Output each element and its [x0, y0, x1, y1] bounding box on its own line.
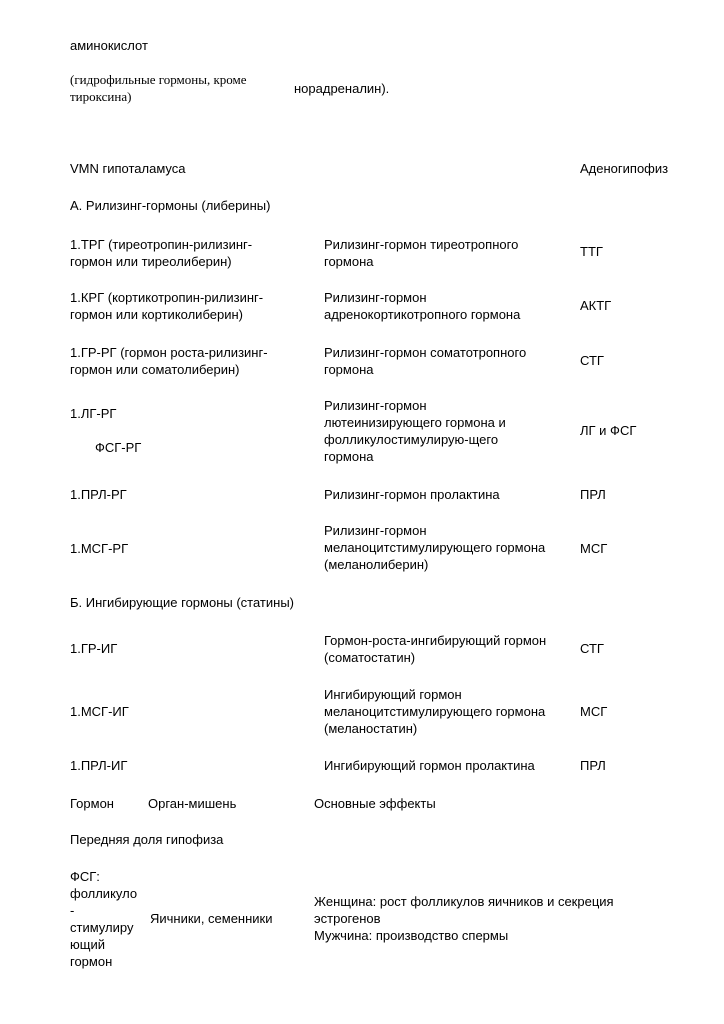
- row-a6-right: МСГ: [580, 541, 608, 556]
- row-a4-left-2: ФСГ-РГ: [95, 440, 142, 455]
- row-a3-left-1: 1.ГР-РГ (гормон роста-рилизинг-: [70, 345, 268, 360]
- row-b3-mid: Ингибирующий гормон пролактина: [324, 758, 535, 773]
- hormone-line-4: стимулиру: [70, 920, 134, 935]
- table2-section: Передняя доля гипофиза: [70, 832, 224, 847]
- row-a3-left-2: гормон или соматолиберин): [70, 362, 240, 377]
- row-a4-mid-2: лютеинизирующего гормона и: [324, 415, 506, 430]
- hormone-line-6: гормон: [70, 954, 113, 969]
- row-a2-mid-2: адренокортикотропного гормона: [324, 307, 521, 322]
- row-a6-mid-1: Рилизинг-гормон: [324, 523, 427, 538]
- header-left: VMN гипоталамуса: [70, 161, 186, 176]
- row-a1-right: ТТГ: [580, 244, 603, 259]
- row-a6-mid-2: меланоцитстимулирующего гормона: [324, 540, 546, 555]
- row-b1-left: 1.ГР-ИГ: [70, 641, 118, 656]
- row-a3-mid-2: гормона: [324, 362, 374, 377]
- row-a1-left-1: 1.ТРГ (тиреотропин-рилизинг-: [70, 237, 253, 252]
- row-a6-left: 1.МСГ-РГ: [70, 541, 129, 556]
- row-a4-mid-3: фолликулостимулирую-щего: [324, 432, 499, 447]
- hormone-line-3: -: [70, 903, 75, 918]
- row-a5-right: ПРЛ: [580, 487, 606, 502]
- section-a-title: А. Рилизинг-гормоны (либерины): [70, 198, 271, 213]
- row-b2-mid-3: (меланостатин): [324, 721, 418, 736]
- row-b2-right: МСГ: [580, 704, 608, 719]
- effects-line-1: Женщина: рост фолликулов яичников и секреция: [314, 894, 614, 909]
- row-a2-left-1: 1.КРГ (кортикотропин-рилизинг-: [70, 290, 264, 305]
- text-aminokislot: аминокислот: [70, 38, 148, 53]
- table2-header-hormone: Гормон: [70, 796, 114, 811]
- row-b2-mid-1: Ингибирующий гормон: [324, 687, 462, 702]
- row-a2-right: АКТГ: [580, 298, 612, 313]
- header-right: Аденогипофиз: [580, 161, 669, 176]
- row-a4-left-1: 1.ЛГ-РГ: [70, 406, 117, 421]
- row-a3-right: СТГ: [580, 353, 604, 368]
- row-b1-right: СТГ: [580, 641, 604, 656]
- row-a5-left: 1.ПРЛ-РГ: [70, 487, 127, 502]
- row-a4-mid-4: гормона: [324, 449, 374, 464]
- row-a4-mid-1: Рилизинг-гормон: [324, 398, 427, 413]
- paren-line-1: (гидрофильные гормоны, кроме: [70, 72, 247, 87]
- table2-header-organ: Орган-мишень: [148, 796, 237, 811]
- row-a1-mid-2: гормона: [324, 254, 374, 269]
- section-b-title: Б. Ингибирующие гормоны (статины): [70, 595, 294, 610]
- row-b3-right: ПРЛ: [580, 758, 606, 773]
- row-a3-mid-1: Рилизинг-гормон соматотропного: [324, 345, 527, 360]
- organ-target: Яичники, семенники: [150, 911, 273, 926]
- hormone-line-2: фолликуло: [70, 886, 138, 901]
- paren-line-2: тироксина): [70, 89, 132, 104]
- row-a6-mid-3: (меланолиберин): [324, 557, 429, 572]
- row-b1-mid-1: Гормон-роста-ингибирующий гормон: [324, 633, 547, 648]
- text-noradrenalin: норадреналин).: [294, 81, 390, 96]
- row-b3-left: 1.ПРЛ-ИГ: [70, 758, 128, 773]
- effects-line-3: Мужчина: производство спермы: [314, 928, 509, 943]
- hormone-line-1: ФСГ:: [70, 869, 100, 884]
- row-a2-left-2: гормон или кортиколиберин): [70, 307, 243, 322]
- row-a2-mid-1: Рилизинг-гормон: [324, 290, 427, 305]
- row-b1-mid-2: (соматостатин): [324, 650, 416, 665]
- row-a5-mid: Рилизинг-гормон пролактина: [324, 487, 500, 502]
- row-a1-left-2: гормон или тиреолиберин): [70, 254, 232, 269]
- row-a4-right: ЛГ и ФСГ: [580, 423, 637, 438]
- table2-header-effects: Основные эффекты: [314, 796, 436, 811]
- row-b2-mid-2: меланоцитстимулирующего гормона: [324, 704, 546, 719]
- hormone-line-5: ющий: [70, 937, 105, 952]
- effects-line-2: эстрогенов: [314, 911, 381, 926]
- row-a1-mid-1: Рилизинг-гормон тиреотропного: [324, 237, 519, 252]
- row-b2-left: 1.МСГ-ИГ: [70, 704, 129, 719]
